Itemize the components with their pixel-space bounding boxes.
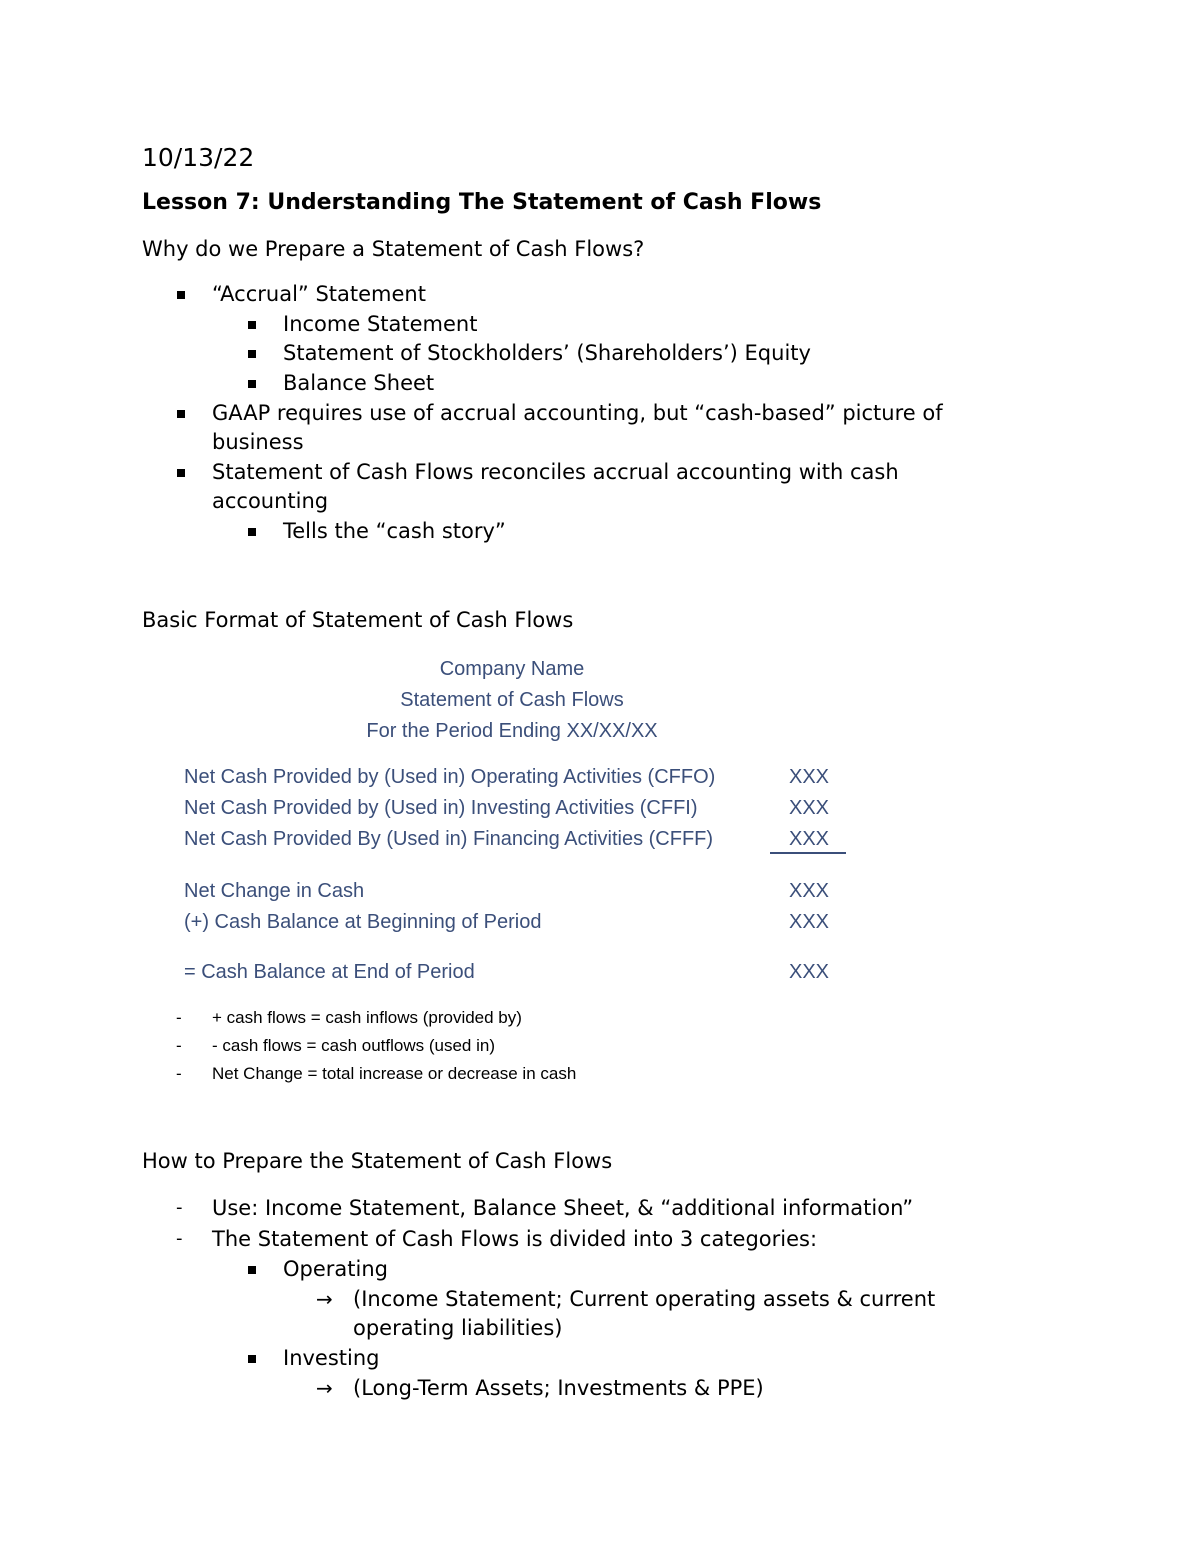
list-item-income-statement: Income Statement	[283, 312, 478, 336]
note-inflows: + cash flows = cash inflows (provided by)	[212, 1008, 522, 1027]
statement-row-cfff: Net Cash Provided By (Used in) Financing Activities (CFFF)	[184, 828, 714, 850]
list-item-operating: Operating	[283, 1257, 388, 1281]
dash-bullet: -	[176, 1197, 183, 1218]
why-heading: Why do we Prepare a Statement of Cash Flows?	[142, 237, 645, 261]
dash-bullet: -	[176, 1064, 182, 1083]
statement-period: For the Period Ending XX/XX/XX	[366, 720, 658, 742]
list-item-use: Use: Income Statement, Balance Sheet, & “additional information”	[212, 1196, 914, 1220]
list-item-investing: Investing	[283, 1346, 380, 1370]
arrow-right-icon: →	[316, 1376, 333, 1400]
note-net-change: Net Change = total increase or decrease in cash	[212, 1064, 577, 1083]
list-item-reconcile-line1: Statement of Cash Flows reconciles accrual accounting with cash	[212, 460, 899, 484]
statement-amount-cfff: XXX	[789, 828, 830, 850]
bullet-square-icon	[177, 291, 185, 299]
dash-bullet: -	[176, 1008, 182, 1027]
statement-company-name: Company Name	[439, 658, 585, 680]
statement-row-ending: = Cash Balance at End of Period	[184, 961, 475, 983]
list-item-cash-story: Tells the “cash story”	[283, 519, 506, 543]
investing-detail: (Long-Term Assets; Investments & PPE)	[353, 1376, 764, 1400]
operating-detail-line1: (Income Statement; Current operating assets & current	[353, 1287, 936, 1311]
bullet-square-icon	[248, 321, 256, 329]
operating-detail-line2: operating liabilities)	[353, 1316, 563, 1340]
bullet-square-icon	[248, 1266, 256, 1274]
how-heading: How to Prepare the Statement of Cash Flows	[142, 1149, 613, 1173]
format-heading: Basic Format of Statement of Cash Flows	[142, 608, 574, 632]
statement-amount-ending: XXX	[789, 961, 830, 983]
statement-row-beginning: (+) Cash Balance at Beginning of Period	[184, 911, 542, 933]
list-item-divided: The Statement of Cash Flows is divided into 3 categories:	[212, 1227, 818, 1251]
statement-figure	[162, 650, 862, 990]
dash-bullet: -	[176, 1036, 182, 1055]
statement-amount-cffo: XXX	[789, 766, 830, 788]
list-item-balance-sheet: Balance Sheet	[283, 371, 435, 395]
bullet-square-icon	[248, 380, 256, 388]
statement-title: Statement of Cash Flows	[400, 689, 624, 711]
bullet-square-icon	[177, 410, 185, 418]
statement-amount-cffi: XXX	[789, 797, 830, 819]
list-item-accrual: “Accrual” Statement	[212, 282, 426, 306]
statement-row-cffo: Net Cash Provided by (Used in) Operating Activities (CFFO)	[184, 766, 716, 788]
list-item-gaap-line2: business	[212, 430, 304, 454]
statement-amount-beginning: XXX	[789, 911, 830, 933]
bullet-square-icon	[248, 1355, 256, 1363]
list-item-gaap-line1: GAAP requires use of accrual accounting, but “cash-based” picture of	[212, 401, 943, 425]
subtotal-rule	[770, 852, 846, 854]
note-outflows: - cash flows = cash outflows (used in)	[212, 1036, 495, 1055]
statement-amount-net-change: XXX	[789, 880, 830, 902]
bullet-square-icon	[248, 350, 256, 358]
lesson-title: Lesson 7: Understanding The Statement of Cash Flows	[142, 190, 822, 215]
note-date: 10/13/22	[142, 143, 255, 172]
statement-row-net-change: Net Change in Cash	[184, 880, 365, 902]
arrow-right-icon: →	[316, 1287, 333, 1311]
list-item-equity: Statement of Stockholders’ (Shareholders’) Equity	[283, 341, 811, 365]
bullet-square-icon	[177, 469, 185, 477]
dash-bullet: -	[176, 1228, 183, 1249]
statement-row-cffi: Net Cash Provided by (Used in) Investing Activities (CFFI)	[184, 797, 698, 819]
bullet-square-icon	[248, 528, 256, 536]
list-item-reconcile-line2: accounting	[212, 489, 329, 513]
